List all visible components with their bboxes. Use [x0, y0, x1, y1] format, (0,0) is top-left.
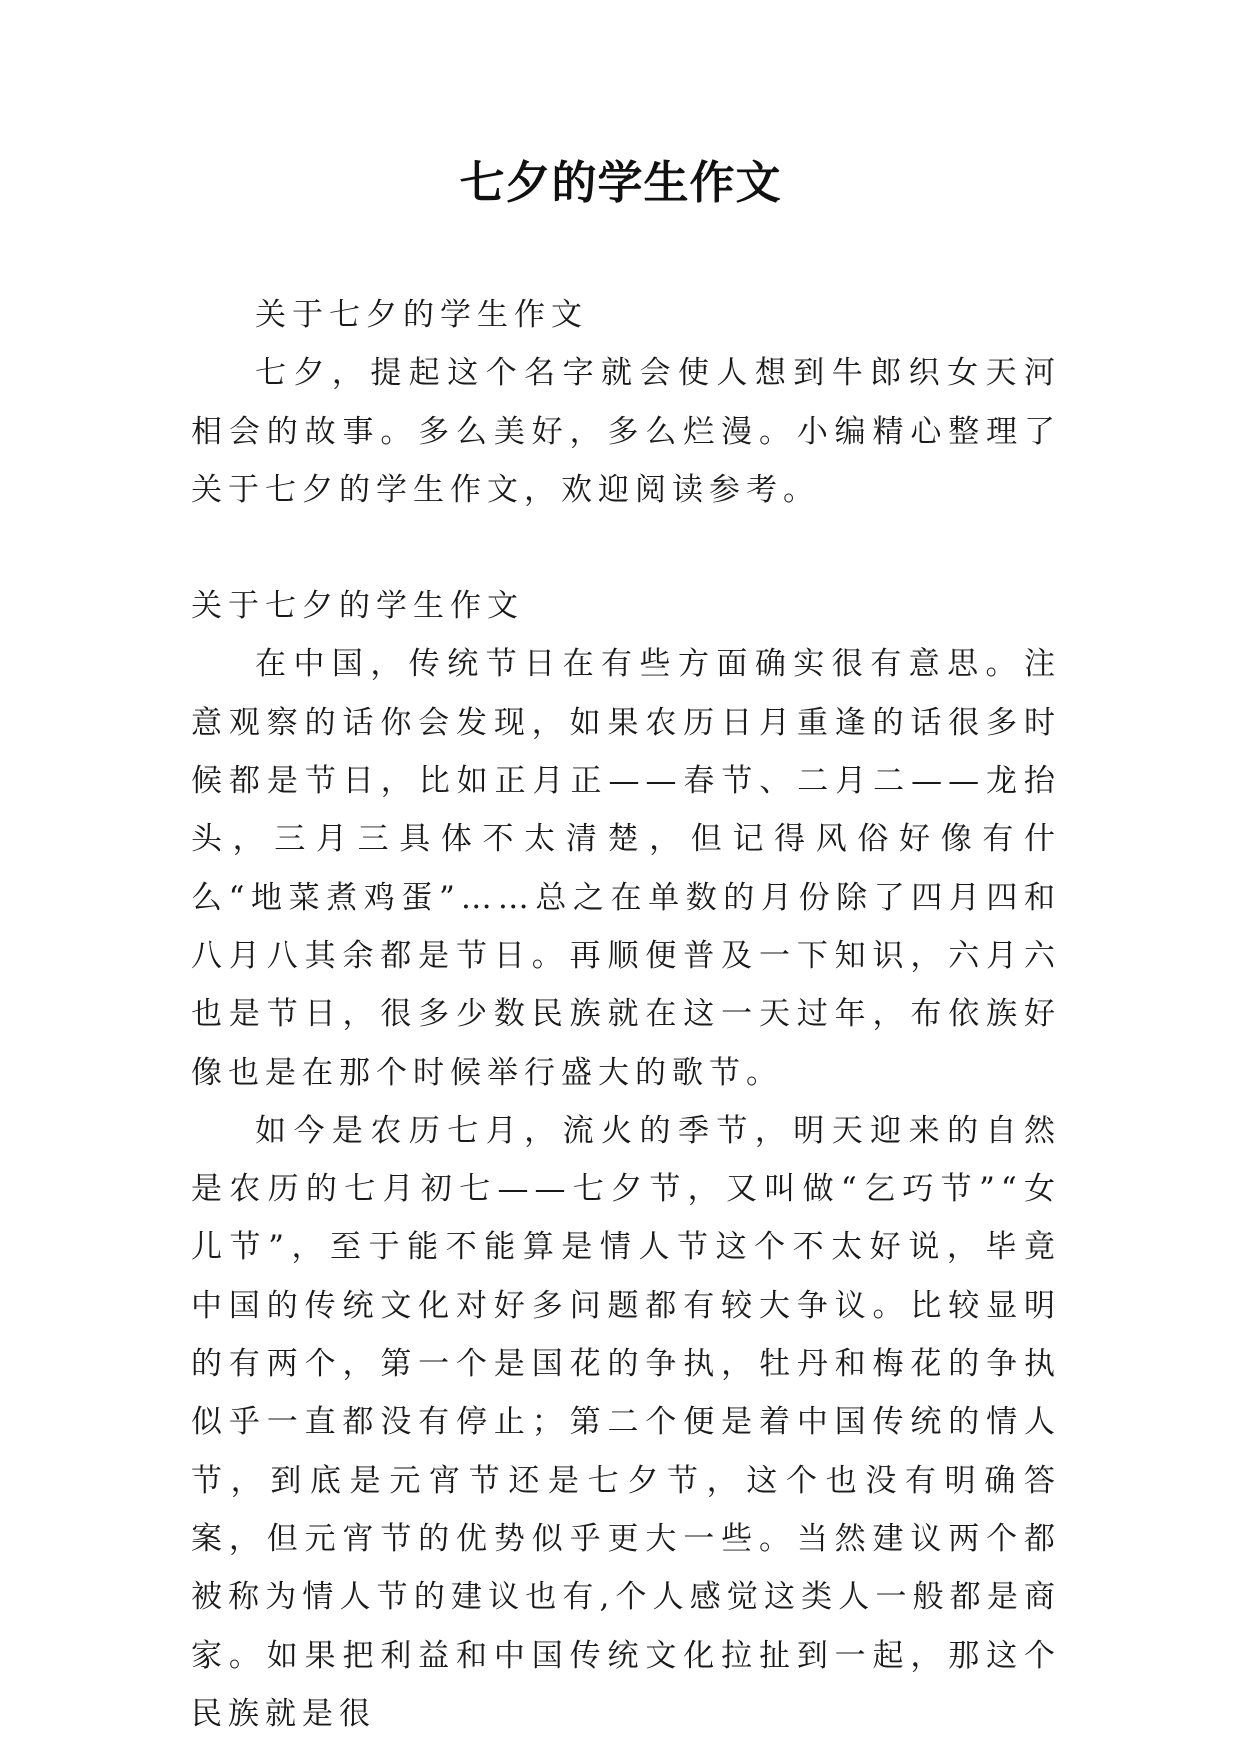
- section-heading: 关于七夕的学生作文: [191, 588, 524, 625]
- intro-heading: 关于七夕的学生作文: [255, 297, 588, 333]
- document-body: [191, 286, 1061, 1743]
- body-paragraph: 在中国，传统节日在有些方面确实很有意思。注意观察的话你会发现，如果农历日月重逢的话很多时候都是节日，比如正月正——春节、二月二——龙抬头，三月三具体不太清楚，但记得风俗好像有什么“地菜煮鸡蛋”……总之在单数的月份除了四月四和八月八其余都是节日。再顺便普及一下知识，六月六也是节日，很多少数民族就在这一天过年，布依族好像也是在那个时候举行盛大的歌节。: [191, 646, 1061, 1091]
- intro-paragraph: 七夕，提起这个名字就会使人想到牛郎织女天河相会的故事。多么美好，多么烂漫。小编精心整理了关于七夕的学生作文，欢迎阅读参考。: [191, 355, 1061, 508]
- paragraph-spacer: [191, 519, 1061, 577]
- document-title: 七夕的学生作文: [459, 156, 782, 209]
- body-paragraph: 如今是农历七月，流火的季节，明天迎来的自然是农历的七月初七——七夕节，又叫做“乞巧节”“女儿节”，至于能不能算是情人节这个不太好说，毕竟中国的传统文化对好多问题都有较大争议。比较显明的有两个，第一个是国花的争执，牡丹和梅花的争执似乎一直都没有停止；第二个便是着中国传统的情人节，到底是元宵节还是七夕节，这个也没有明确答案，但元宵节的优势似乎更大一些。当然建议两个都被称为情人节的建议也有,个人感觉这类人一般都是商家。如果把利益和中国传统文化拉扯到一起，那这个民族就是很: [191, 1112, 1061, 1732]
